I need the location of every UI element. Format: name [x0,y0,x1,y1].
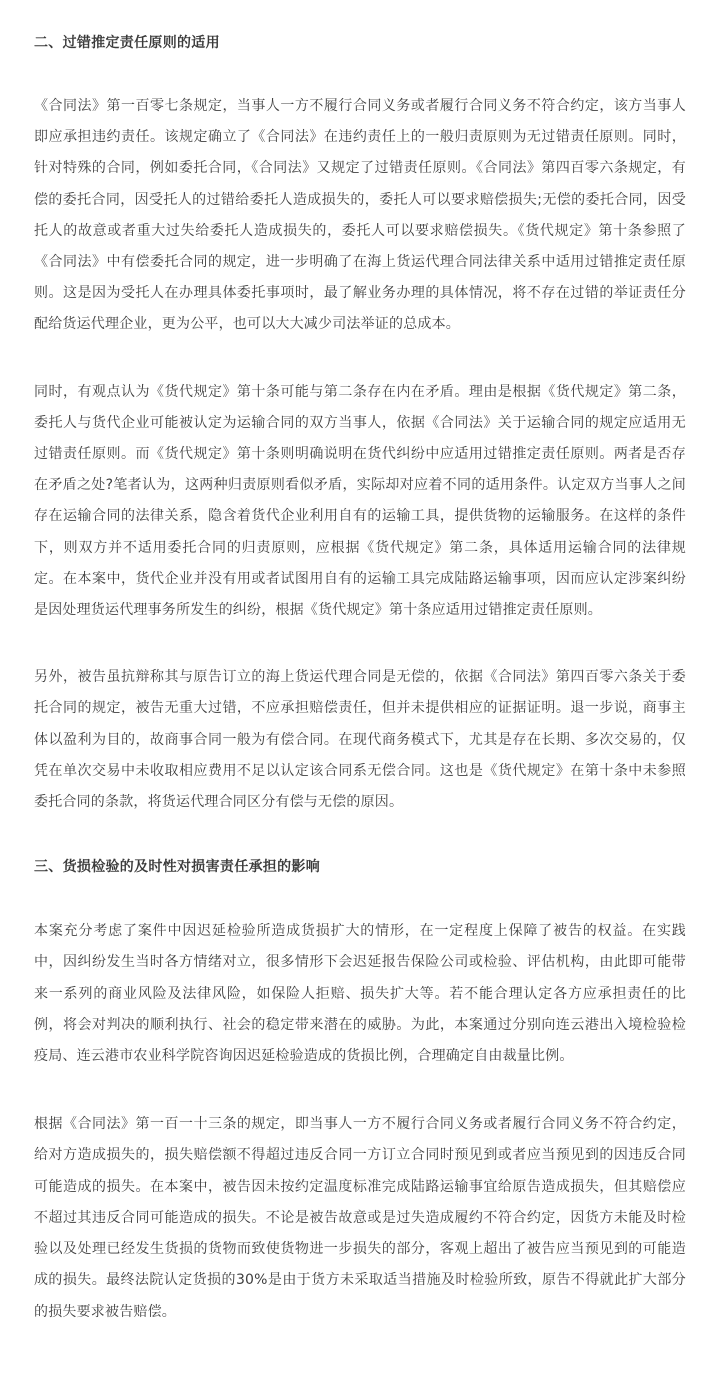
section-heading-3: 三、货损检验的及时性对损害责任承担的影响 [34,859,320,876]
paragraph-gratuitous-defense: 另外，被告虽抗辩称其与原告订立的海上货运代理合同是无偿的，依据《合同法》第四百零六条关于委托合同的规定，被告无重大过错，不应承担赔偿责任，但并未提供相应的证据证明。退一步说，商事主体以盈利为目的，故商事合同一般为有偿合同。在现代商务模式下，尤其是存在长期、多次交易的，仅凭在单次交易中未收取相应费用不足以认定该合同系无偿合同。这也是《货代规定》在第十条中未参照委托合同的条款，将货运代理合同区分有偿与无偿的原因。 [34,669,686,811]
paragraph-contract-law-art113: 根据《合同法》第一百一十三条的规定，即当事人一方不履行合同义务或者履行合同义务不符合约定，给对方造成损失的，损失赔偿额不得超过违反合同一方订立合同时预见到或者应当预见到的因违反合同可能造成的损失。在本案中，被告因未按约定温度标准完成陆路运输事宜给原告造成损失，但其赔偿应不超过其违反合同可能造成的损失。不论是被告故意或是过失造成履约不符合约定，因货方未能及时检验以及处理已经发生货损的货物而致使货物进一步损失的部分，客观上超出了被告应当预见到的可能造成的损失。最终法院认定货损的30%是由于货方未采取适当措施及时检验所致，原告不得就此扩大部分的损失要求被告赔偿。 [34,1116,686,1320]
paragraph-delayed-inspection: 本案充分考虑了案件中因迟延检验所造成货损扩大的情形，在一定程度上保障了被告的权益。在实践中，因纠纷发生当时各方情绪对立，很多情形下会迟延报告保险公司或检验、评估机构，由此即可能带来一系列的商业风险及法律风险，如保险人拒赔、损失扩大等。若不能合理认定各方应承担责任的比例，将会对判决的顺利执行、社会的稳定带来潜在的威胁。为此，本案通过分别向连云港出入境检验检疫局、连云港市农业科学院咨询因迟延检验造成的货损比例，合理确定自由裁量比例。 [34,923,686,1065]
section-heading-2: 二、过错推定责任原则的适用 [34,35,220,51]
paragraph-contract-law-art107: 《合同法》第一百零七条规定，当事人一方不履行合同义务或者履行合同义务不符合约定，该方当事人即应承担违约责任。该规定确立了《合同法》在违约责任上的一般归责原则为无过错责任原则。同时，针对特殊的合同，例如委托合同，《合同法》又规定了过错责任原则。《合同法》第四百零六条规定，有偿的委托合同，因受托人的过错给委托人造成损失的，委托人可以要求赔偿损失;无偿的委托合同，因受托人的故意或者重大过失给委托人造成损失的，委托人可以要求赔偿损失。《货代规定》第十条参照了《合同法》中有偿委托合同的规定，进一步明确了在海上货运代理合同法律关系中适用过错推定责任原则。这是因为受托人在办理具体委托事项时，最了解业务办理的具体情况，将不存在过错的举证责任分配给货运代理企业，更为公平，也可以大大减少司法举证的总成本。 [34,98,686,333]
paragraph-contradiction-view: 同时，有观点认为《货代规定》第十条可能与第二条存在内在矛盾。理由是根据《货代规定》第二条，委托人与货代企业可能被认定为运输合同的双方当事人，依据《合同法》关于运输合同的规定应适用无过错责任原则。而《货代规定》第十条则明确说明在货代纠纷中应适用过错推定责任原则。两者是否存在矛盾之处?笔者认为，这两种归责原则看似矛盾，实际却对应着不同的适用条件。认定双方当事人之间存在运输合同的法律关系，隐含着货代企业利用自有的运输工具，提供货物的运输服务。在这样的条件下，则双方并不适用委托合同的归责原则，应根据《货代规定》第二条，具体适用运输合同的法律规定。在本案中，货代企业并没有用或者试图用自有的运输工具完成陆路运输事项，因而应认定涉案纠纷是因处理货运代理事务所发生的纠纷，根据《货代规定》第十条应适用过错推定责任原则。 [34,383,686,619]
